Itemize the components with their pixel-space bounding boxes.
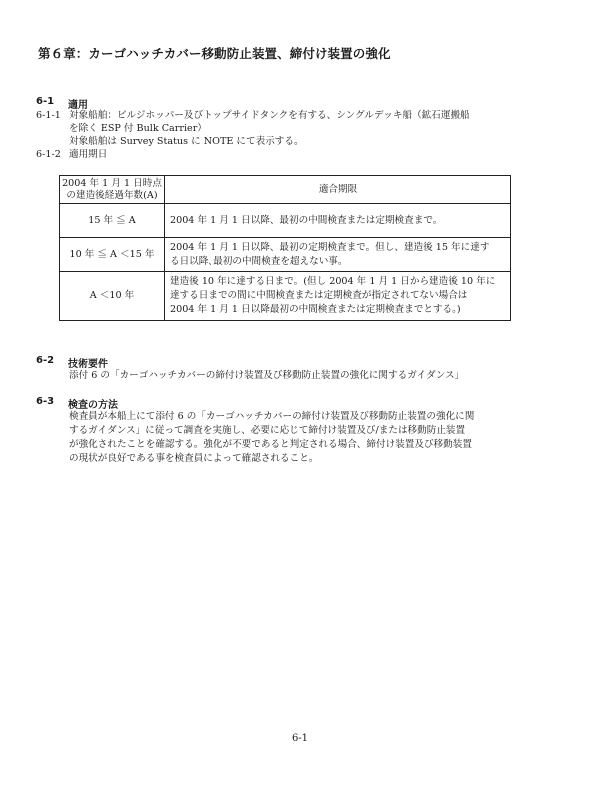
section-6-3-line: するガイダンス」に従って調査を実施し、必要に応じて締付け装置及び/または移動防止装置: [69, 425, 466, 436]
item-6-1-1-line: を除く ESP 付 Bulk Carrier）: [69, 123, 207, 134]
section-6-2-text: 添付 6 の「カーゴハッチカバーの締付け装置及び移動防止装置の強化に関するガイダンス」: [69, 370, 465, 381]
section-number: 6-2: [36, 355, 55, 366]
section-title: 技術要件: [68, 359, 108, 370]
table-header-years: 2004 年 1 月 1 日時点 の建造後経過年数(A): [60, 176, 165, 204]
page-number: 6-1: [291, 733, 309, 744]
table-row: [60, 272, 511, 321]
item-6-1-1-line: 対象船舶：ビルジホッパー及びトップサイドタンクを有する、シングルデッキ船（鉱石運搬船: [69, 110, 470, 121]
section-6-3-line: が強化されたことを確認する。強化が不要であると判定される場合、締付け装置及び移動装置: [69, 439, 472, 450]
table-header-row: [60, 176, 511, 204]
application-date-table: [59, 175, 511, 321]
table-cell-condition: A ＜10 年: [60, 272, 165, 321]
table-cell-condition: 15 年 ≦ A: [60, 204, 165, 238]
table-cell-deadline: 2004 年 1 月 1 日以降、最初の中間検査または定期検査まで。: [165, 204, 511, 238]
item-6-1-2-number: 6-1-2: [36, 149, 61, 160]
table-cell-condition: 10 年 ≦ A ＜15 年: [60, 238, 165, 272]
section-title: 適用: [68, 100, 88, 111]
item-6-1-2-title: 適用期日: [69, 149, 108, 160]
section-6-3-line: の現状が良好である事を検査員によって確認されること。: [69, 453, 319, 464]
table-row: [60, 204, 511, 238]
table-cell-deadline: 建造後 10 年に達する日まで。(但し 2004 年 1 月 1 日から建造後 10 年に 達する日までの間に中間検査または定期検査が指定されてない場合は 2004 年 1 月 1 日以降最初の中間検査または定期検査までとする。): [165, 272, 511, 321]
section-number: 6-1: [36, 96, 55, 107]
table-row: [60, 238, 511, 272]
item-6-1-1-line: 対象船舶は Survey Status に NOTE にて表示する。: [69, 136, 304, 147]
section-6-3-line: 検査員が本船上にて添付 6 の「カーゴハッチカバーの締付け装置及び移動防止装置の強化に関: [69, 411, 475, 422]
table-header-deadline: 適合期限: [165, 176, 511, 204]
section-number: 6-3: [36, 396, 55, 407]
chapter-title: 第６章：カーゴハッチカバー移動防止装置、締付け装置の強化: [38, 46, 391, 61]
item-6-1-1-number: 6-1-1: [36, 110, 61, 121]
section-title: 検査の方法: [68, 400, 118, 411]
table-cell-deadline: 2004 年 1 月 1 日以降、最初の定期検査まで。但し、建造後 15 年に達す る日以降､最初の中間検査を超えない事。: [165, 238, 511, 272]
